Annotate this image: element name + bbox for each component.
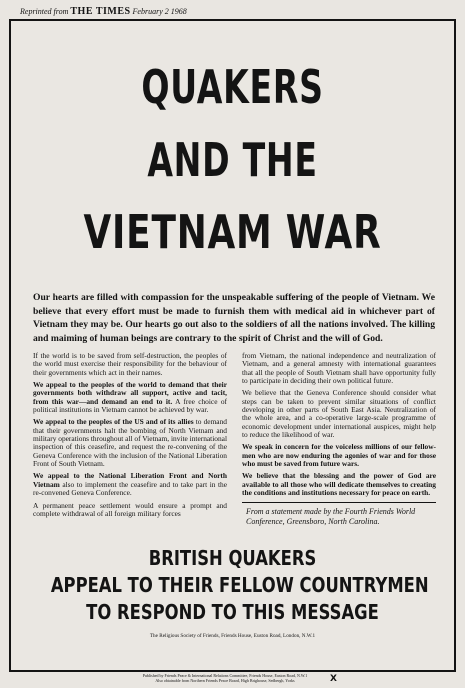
poster-frame: [9, 19, 456, 672]
footer-line-2: Also obtainable from Northern Friends Peace Board, High Brighouse, Sedbergh, Yorks: [155, 678, 295, 683]
appeal-nlf-north-vietnam: We appeal to the National Liberation Front and North Vietnam: [33, 471, 227, 489]
left-paragraph-4: [33, 472, 227, 497]
reprint-line: [20, 6, 450, 18]
footer-imprint: [110, 673, 340, 683]
appeal-line-2: APPEAL TO THEIR FELLOW COUNTRYMEN: [50, 573, 429, 597]
left-column: [33, 352, 227, 522]
headline-line-1: QUAKERS: [141, 60, 324, 114]
right-paragraph-3: We speak in concern for the voiceless millions of our fellow-men who are now enduring the agonies of war and for those who must be saved from future wars.: [242, 442, 436, 468]
appeal-peoples-world: We appeal to the peoples of the world to demand that their governments both withdraw all support, active and tacit, from this war—and demand an end to it.: [33, 380, 227, 406]
corner-mark: X: [330, 674, 337, 684]
left-paragraph-2: [33, 381, 227, 414]
right-column: [242, 352, 436, 532]
reprint-date: February 2 1968: [132, 7, 187, 16]
appeal-us-allies: We appeal to the peoples of the US and of its allies: [33, 417, 194, 427]
footer-line-1: Published by Friends Peace & International Relations Committee, Friends House, Euston Road, N.W.1: [142, 673, 308, 678]
statement-attribution: From a statement made by the Fourth Friends World Conference, Greensboro, North Carolina.: [246, 507, 416, 527]
left-paragraph-3: [33, 418, 227, 468]
left-paragraph-4-rest: also to implement the ceasefire and to take part in the re-convened Geneva Conference.: [33, 479, 227, 498]
reprint-prefix: Reprinted from: [20, 7, 69, 16]
divider: [242, 502, 436, 503]
headline-line-3: VIETNAM WAR: [83, 205, 382, 259]
left-paragraph-1: If the world is to be saved from self-destruction, the peoples of the world must exercise their responsibility for the behaviour of their governments which act in their names.: [33, 351, 227, 377]
left-paragraph-2-rest: A free choice of political institutions in Vietnam cannot be achieved by war.: [33, 396, 227, 414]
appeal-line-1: BRITISH QUAKERS: [148, 546, 317, 570]
left-paragraph-3-rest: to demand that their governments halt the bombing of North Vietnam and military operations throughout all of Vietnam, invite international inspection of this ceasefire, and request the re-convening of the Geneva Conference with the inclusion of the National Liberation Front of South Vietnam.: [33, 417, 227, 468]
newspaper-name: THE TIMES: [70, 6, 131, 17]
right-paragraph-4: We believe that the blessing and the power of God are available to all those who will dedicate themselves to creating the conditions and institutions necessary for peace on earth.: [242, 471, 436, 498]
publisher-address: The Religious Society of Friends, Friends House, Euston Road, London, N.W.1: [149, 633, 316, 639]
appeal-line-3: TO RESPOND TO THIS MESSAGE: [86, 600, 379, 624]
right-paragraph-2: We believe that the Geneva Conference should consider what steps can be taken to prevent similar situations of conflict developing in other parts of South East Asia. Neutralization of the whole area, and a co-operative large-scale programme of economic development under international auspices, might help to reduce the likelihood of war.: [242, 388, 436, 439]
headline-line-2: AND THE: [147, 133, 318, 187]
right-paragraph-1: from Vietnam, the national independence and neutralization of Vietnam, and a general amnesty with international guarantees that all the people of South Vietnam shall have opportunity fully to participate in deciding their own political future.: [242, 351, 436, 385]
left-paragraph-5: A permanent peace settlement would ensure a prompt and complete withdrawal of all foreign military forces: [33, 500, 227, 518]
intro-paragraph: Our hearts are filled with compassion for the unspeakable suffering of the people of Vietnam. We believe that every effort must be made to furnish them with medical aid in whichever part of Vietnam they may be. Our hearts go out also to the soldiers of all the nations involved. The killing and maiming of human beings are contrary to the spirit of Christ and the will of God.: [33, 292, 435, 344]
